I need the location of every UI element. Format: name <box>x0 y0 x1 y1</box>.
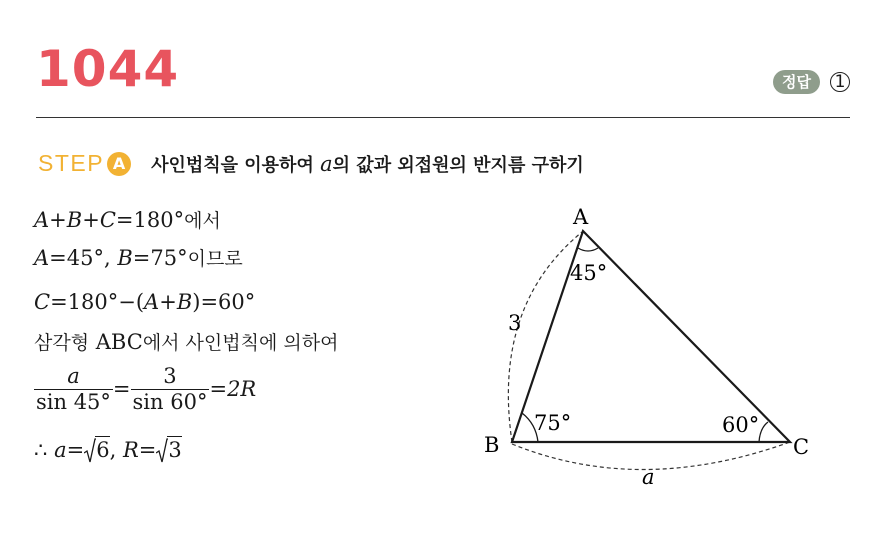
solution-line-4-triangle: ABC <box>95 330 143 354</box>
side-bc-label: a <box>642 465 655 489</box>
fraction-2 <box>131 366 210 413</box>
angle-b-label: 75° <box>534 411 572 435</box>
step-letter-badge: A <box>107 152 131 176</box>
vertex-b-label: B <box>484 433 500 457</box>
step-title-before: 사인법칙을 이용하여 <box>151 154 314 176</box>
vertex-c-label: C <box>793 435 810 459</box>
vertex-a-label: A <box>573 205 589 229</box>
angle-c-label: 60° <box>722 413 760 437</box>
solution-line-4-prefix: 삼각형 <box>34 332 90 354</box>
step-header <box>38 150 584 177</box>
angle-a-arc <box>578 248 598 251</box>
answer-badge: 정답 <box>773 70 820 94</box>
solution-line-2-text: 이므로 <box>187 248 243 270</box>
solution-line-4 <box>34 332 338 353</box>
step-label: STEP <box>38 150 105 176</box>
therefore-symbol: ∴ <box>34 438 48 462</box>
solution-line-1-text: 에서 <box>184 210 221 232</box>
problem-number: 1044 <box>36 40 180 98</box>
step-title <box>151 151 584 177</box>
solution-line-4-text: 에서 사인법칙에 의하여 <box>142 332 339 354</box>
angle-a-label: 45° <box>570 261 608 285</box>
fraction-2-denominator: sin 60° <box>132 390 208 414</box>
solution-line-2: A=45°, B=75°이므로 <box>34 246 243 270</box>
fraction-1-denominator: sin 45° <box>36 390 111 414</box>
fraction-1-numerator: a <box>67 364 80 388</box>
solution-line-3: C=180°−(A+B)=60° <box>34 290 256 314</box>
step-title-after: 의 값과 외접원의 반지름 구하기 <box>332 154 584 176</box>
step-title-variable: a <box>320 151 333 176</box>
fraction-1 <box>34 366 113 413</box>
triangle-diagram <box>470 196 830 496</box>
sqrt-3: 3 <box>156 440 181 461</box>
solution-line-5-fraction: $\frac{a}{\sin 45^\circ}$ = $\frac{3}{\sin 60^\circ}$ = 2R <box>36 364 257 414</box>
side-ab-label: 3 <box>508 311 522 335</box>
sqrt-6: 6 <box>84 440 109 461</box>
solution-line-1: A+B+C=180°에서 <box>34 208 221 232</box>
header-divider <box>36 117 850 118</box>
answer-box <box>773 70 850 94</box>
angle-c-arc <box>759 422 768 442</box>
solution-line-6-conclusion: ∴ a= 6, R= 3 <box>34 438 182 462</box>
fraction-result: 2R <box>227 377 257 401</box>
fraction-2-numerator: 3 <box>163 364 177 388</box>
answer-circled-number: 1 <box>830 72 850 92</box>
